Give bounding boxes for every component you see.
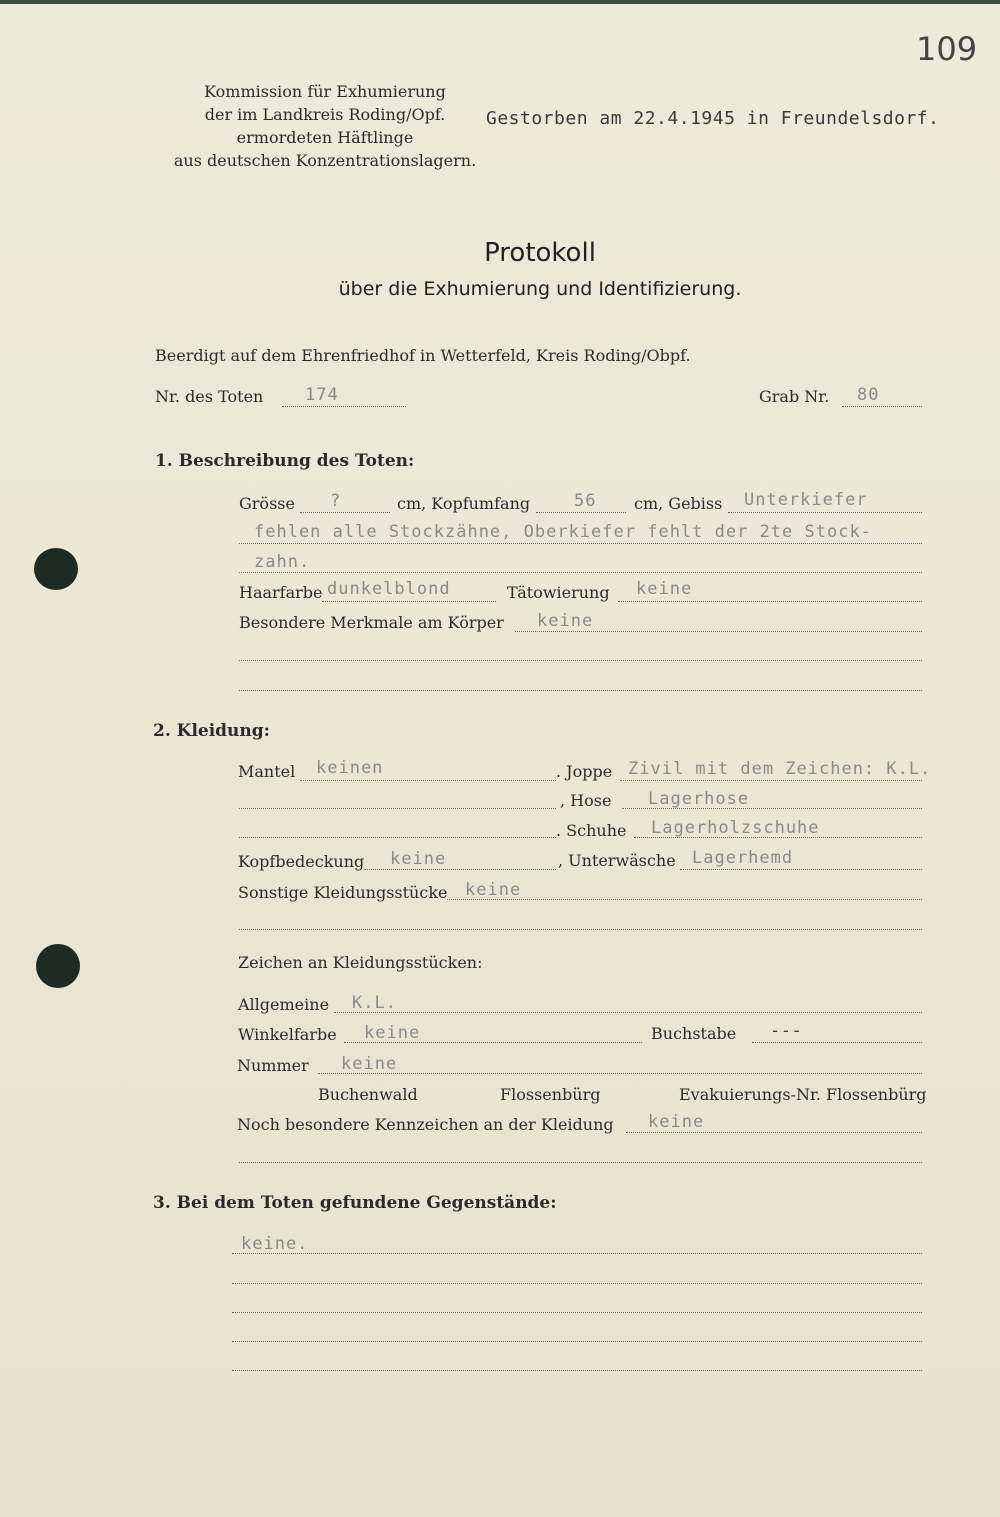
teeth-line-2 bbox=[239, 543, 922, 544]
head-size-line bbox=[536, 512, 626, 513]
number-line bbox=[318, 1073, 922, 1074]
head-size-value: 56 bbox=[574, 491, 597, 511]
commission-line: aus deutschen Konzentrationslagern. bbox=[173, 151, 477, 170]
grave-number-value: 80 bbox=[857, 385, 880, 405]
headgear-label: Kopfbedeckung bbox=[238, 852, 365, 871]
head-size-label: cm, Kopfumfang bbox=[397, 494, 531, 513]
triangle-color-value: keine bbox=[364, 1023, 421, 1043]
coat-value: keinen bbox=[316, 758, 384, 778]
section3-heading: 3. Bei dem Toten gefundene Gegenstände: bbox=[153, 1193, 557, 1213]
underwear-label: , Unterwäsche bbox=[558, 851, 676, 870]
clothing-marks-heading: Zeichen an Kleidungsstücken: bbox=[238, 953, 483, 972]
triangle-color-label: Winkelfarbe bbox=[238, 1025, 337, 1044]
teeth-value-1: Unterkiefer bbox=[744, 490, 868, 510]
dead-number-value: 174 bbox=[305, 385, 339, 405]
shoes-line bbox=[634, 837, 922, 838]
body-marks-line bbox=[515, 631, 922, 632]
number-value: keine bbox=[341, 1054, 398, 1074]
commission-line: der im Landkreis Roding/Opf. bbox=[204, 105, 446, 124]
coat-label: Mantel bbox=[238, 762, 296, 781]
letter-label: Buchstabe bbox=[651, 1024, 737, 1043]
size-label: Grösse bbox=[239, 494, 295, 513]
page-number: 109 bbox=[916, 30, 978, 68]
other-clothing-label: Sonstige Kleidungsstücke bbox=[238, 883, 448, 902]
general-label: Allgemeine bbox=[238, 995, 330, 1014]
tattoo-label: Tätowierung bbox=[507, 583, 610, 602]
death-note: Gestorben am 22.4.1945 in Freundelsdorf. bbox=[486, 108, 940, 129]
teeth-value-3: zahn. bbox=[254, 552, 311, 572]
found-items-value: keine. bbox=[241, 1234, 309, 1254]
jacket-value: Zivil mit dem Zeichen: K.L. bbox=[628, 759, 932, 779]
coat-line bbox=[300, 780, 556, 781]
headgear-line bbox=[364, 869, 556, 870]
blank-line bbox=[239, 1162, 922, 1163]
top-edge bbox=[0, 0, 1000, 4]
grave-number-line bbox=[842, 406, 922, 407]
dead-number-label: Nr. des Toten bbox=[155, 387, 264, 406]
teeth-line-1 bbox=[728, 512, 922, 513]
camp-buchenwald: Buchenwald bbox=[318, 1085, 418, 1104]
punch-hole bbox=[36, 944, 80, 988]
blank-line bbox=[232, 1283, 922, 1284]
tattoo-value: keine bbox=[636, 579, 693, 599]
blank-line bbox=[239, 660, 922, 661]
hair-value: dunkelblond bbox=[327, 579, 451, 599]
blank-line bbox=[232, 1312, 922, 1313]
teeth-label: cm, Gebiss bbox=[634, 494, 723, 513]
size-value: ? bbox=[330, 491, 342, 511]
blank-line bbox=[232, 1341, 922, 1342]
letter-line bbox=[752, 1042, 922, 1043]
underwear-line bbox=[680, 869, 922, 870]
trousers-label: , Hose bbox=[560, 791, 612, 810]
special-marks-line bbox=[626, 1132, 922, 1133]
special-marks-value: keine bbox=[648, 1112, 705, 1132]
number-label: Nummer bbox=[237, 1056, 309, 1075]
punch-hole bbox=[34, 548, 78, 590]
commission-line: ermordeten Häftlinge bbox=[236, 128, 414, 147]
blank-line bbox=[239, 808, 556, 809]
page-title: Protokoll bbox=[484, 238, 596, 268]
underwear-value: Lagerhemd bbox=[692, 848, 794, 868]
special-marks-label: Noch besondere Kennzeichen an der Kleidung bbox=[237, 1115, 614, 1134]
blank-line bbox=[239, 929, 922, 930]
jacket-label: . Joppe bbox=[556, 762, 613, 781]
section1-heading: 1. Beschreibung des Toten: bbox=[155, 451, 415, 471]
blank-line bbox=[232, 1370, 922, 1371]
hair-label: Haarfarbe bbox=[239, 583, 323, 602]
size-line bbox=[300, 512, 390, 513]
commission-line: Kommission für Exhumierung bbox=[204, 82, 446, 101]
trousers-value: Lagerhose bbox=[648, 789, 750, 809]
commission-header bbox=[160, 80, 490, 172]
shoes-value: Lagerholzschuhe bbox=[651, 818, 820, 838]
page-subtitle: über die Exhumierung und Identifizierung. bbox=[338, 278, 742, 300]
teeth-value-2: fehlen alle Stockzähne, Oberkiefer fehlt der 2te Stock- bbox=[254, 522, 872, 542]
other-clothing-line bbox=[447, 899, 922, 900]
general-value: K.L. bbox=[352, 993, 397, 1013]
camp-evacuation: Evakuierungs-Nr. Flossenbürg bbox=[679, 1085, 927, 1104]
letter-value: --- bbox=[770, 1021, 803, 1041]
blank-line bbox=[239, 690, 922, 691]
tattoo-line bbox=[618, 601, 922, 602]
burial-line: Beerdigt auf dem Ehrenfriedhof in Wetterfeld, Kreis Roding/Obpf. bbox=[155, 346, 691, 365]
grave-number-label: Grab Nr. bbox=[759, 387, 830, 406]
section2-heading: 2. Kleidung: bbox=[153, 721, 270, 741]
dead-number-line bbox=[282, 406, 406, 407]
general-line bbox=[334, 1012, 922, 1013]
trousers-line bbox=[622, 808, 922, 809]
body-marks-value: keine bbox=[537, 611, 594, 631]
teeth-line-3 bbox=[239, 572, 922, 573]
other-clothing-value: keine bbox=[465, 880, 522, 900]
camp-flossenbuerg: Flossenbürg bbox=[500, 1085, 601, 1104]
shoes-label: . Schuhe bbox=[556, 821, 627, 840]
blank-line bbox=[239, 837, 556, 838]
found-items-line bbox=[232, 1253, 922, 1254]
triangle-color-line bbox=[344, 1042, 642, 1043]
body-marks-label: Besondere Merkmale am Körper bbox=[239, 613, 504, 632]
headgear-value: keine bbox=[390, 849, 447, 869]
hair-line bbox=[322, 601, 496, 602]
jacket-line bbox=[620, 780, 922, 781]
